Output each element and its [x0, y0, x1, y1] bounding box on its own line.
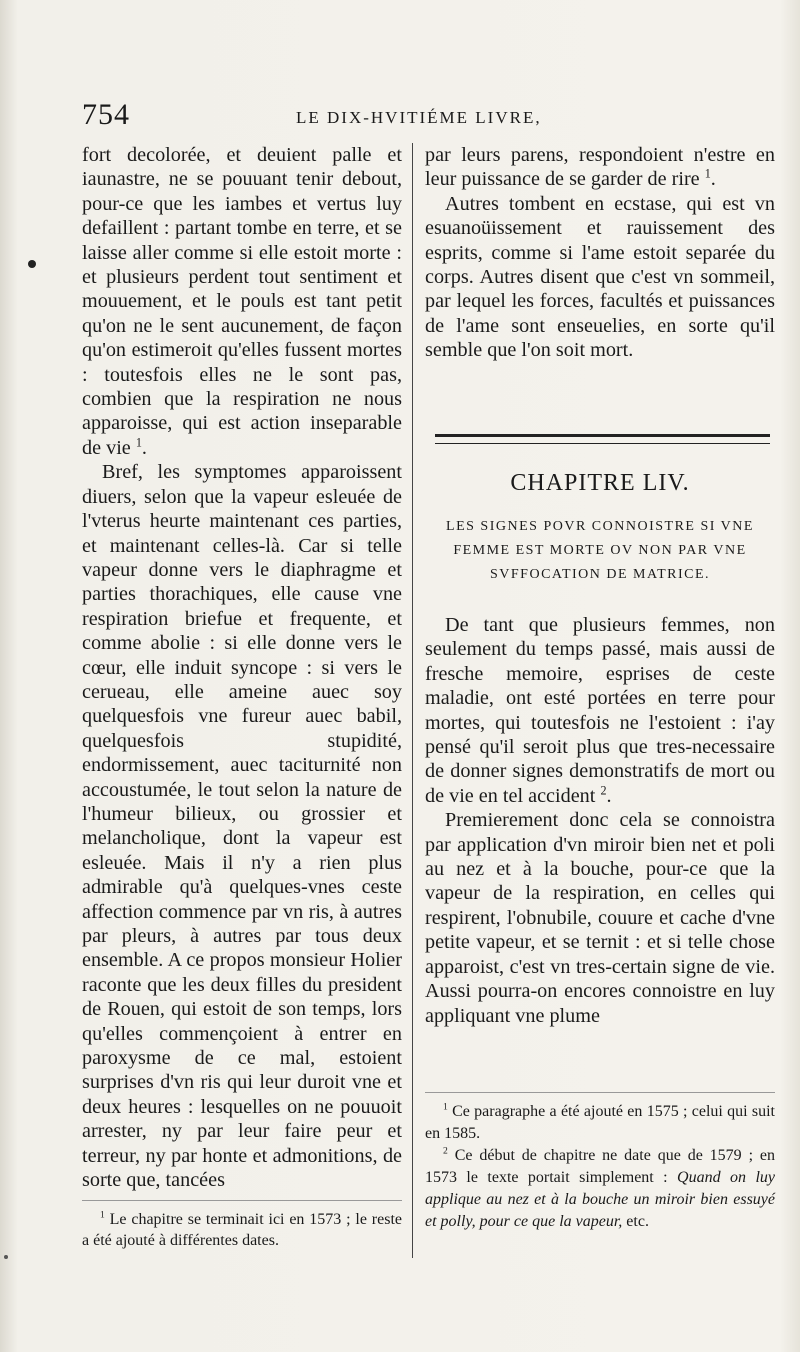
left-paragraph-1-text: fort decolorée, et deuient palle et iaunastre, ne se pouuant tenir debout, pour-ce que les iambes et vertus luy defaillent : partant tombe en terre, et se laisse aller comme si elle estoit morte : et plusieurs perdent tout sentiment et mouuement, et le pouls est tant petit qu'on ne le sent aucunement, de façon qu'on estimeroit qu'elles fussent mortes : toutesfois elles ne le sont pas, combien que la respiration ne nous apparoisse, qui est action inseparable de vie	[82, 144, 402, 459]
footnote-right-2-quote: Quand on luy applique au nez et à la bouche un miroir bien essuyé et polly, pour ce que la vapeur,	[425, 1169, 775, 1230]
footnote-right-2-end: etc.	[622, 1213, 649, 1230]
margin-mark-small	[4, 1255, 8, 1259]
footnote-right-2-text: Ce début de chapitre ne date que de 1579 ; en 1573 le texte portait simplement :	[425, 1147, 775, 1186]
left-column	[82, 143, 402, 1192]
right-paragraph-3: De tant que plusieurs femmes, non seulement du temps passé, mais aussi de fresche memoire, esprises de ceste maladie, ont esté portées en terre pour mortes, qui toutesfois ne l'estoient : i'ay pensé qu'il seroit plus que tres-necessaire de donner signes demonstratifs de mort ou de vie en tel accident $^2$.	[425, 614, 775, 807]
footnote-mark: 2	[443, 1145, 448, 1157]
margin-mark	[28, 260, 36, 268]
right-footnotes	[425, 1092, 775, 1233]
left-paragraph-1: fort decolorée, et deuient palle et iaunastre, ne se pouuant tenir debout, pour-ce que les iambes et vertus luy defaillent : partant tombe en terre, et se laisse aller comme si elle estoit morte : et plusieurs perdent tout sentiment et mouuement, et le pouls est tant petit qu'on ne le sent aucunement, de façon qu'on estimeroit qu'elles fussent mortes : toutesfois elles ne le sont pas, combien que la respiration ne nous apparoisse, qui est action inseparable de vie $^1$.	[82, 144, 402, 459]
column-divider	[412, 143, 413, 1258]
footnote-mark: 1	[100, 1209, 105, 1221]
footnote-right-2	[425, 1145, 775, 1233]
running-head: LE DIX-HVITIÉME LIVRE,	[296, 108, 542, 127]
footnote-right-1-text: Ce paragraphe a été ajouté en 1575 ; celui qui suit en 1585.	[425, 1103, 776, 1142]
footnote-ref: 1	[135, 435, 142, 450]
chapter-subtitle: LES SIGNES POVR CONNOISTRE SI VNE FEMME EST MORTE OV NON PAR VNE SVFFOCATION DE MATRICE.	[446, 519, 754, 582]
left-footnotes	[82, 1200, 402, 1251]
chapter-separator-rule	[435, 434, 770, 444]
footnote-ref: 1	[704, 166, 711, 181]
footnote-mark: 1	[443, 1101, 448, 1113]
right-paragraph-2: Autres tombent en ecstase, qui est vn esuanoüissement et rauissement des esprits, comme si l'ame estoit separée du corps. Autres disent que c'est vn sommeil, par lequel les forces, facultés et puissances de l'ame sont enseuelies, en sorte qu'il semble que l'on soit mort.	[425, 192, 775, 362]
right-paragraph-4: Premierement donc cela se connoistra par application d'vn miroir bien net et poli au nez et à la bouche, pour-ce que la vapeur de la respiration, en celles qui respirent, l'obnubile, couure et cache d'vne petite vapeur, et se ternit : et si telle chose apparoist, c'est vn tres-certain signe de vie. Aussi pourra-on encores connoistre en luy appliquant vne plume	[425, 809, 775, 1027]
page-header	[82, 100, 782, 136]
footnote-right-1	[425, 1101, 775, 1145]
page-number: 754	[82, 98, 130, 131]
left-paragraph-2: Bref, les symptomes apparoissent diuers, selon que la vapeur esleuée de l'vterus heurte maintenant ces parties, et maintenant celles-là. Car si telle vapeur donne vers le diaphragme et parties thorachiques, elle cause vne respiration briefue et frequente, et comme abolie : si elle donne vers le cœur, elle induit syncope : si vers le cerueau, elle ameine auec soy quelquesfois vne fureur auec babil, quelquesfois stupidité, endormissement, auec taciturnité non accoustumée, le tout selon la nature de l'humeur bilieux, ou grossier et melancholique, dont la vapeur est esleuée. Mais il n'y a rien plus admirable qu'à quelques-vnes ceste affection commence par vn ris, à autres par pleurs, à autres par tous deux ensemble. A ce propos monsieur Holier raconte que les deux filles du president de Rouen, qui estoit de son temps, lors qu'elles commençoient à entrer en paroxysme de ce mal, estoient surprises d'vn ris qui leur duroit vne et deux heures : lesquelles on ne pouuoit arrester, ny par leur faire peur et terreur, ny par honte et admonitions, de sorte que, tancées	[82, 461, 402, 1192]
right-column-chapter-body	[425, 613, 775, 1028]
chapter-title: CHAPITRE LIV.	[510, 470, 690, 496]
right-paragraph-3-text: De tant que plusieurs femmes, non seulement du temps passé, mais aussi de fresche memoire, esprises de ceste maladie, ont esté portées en terre pour mortes, qui toutesfois ne l'estoient : i'ay pensé qu'il seroit plus que tres-necessaire de donner signes demonstratifs de mort ou de vie en tel accident	[425, 614, 775, 807]
footnote-left-1	[82, 1209, 402, 1251]
footnote-ref: 2	[600, 783, 607, 798]
footnote-left-1-text: Le chapitre se terminait ici en 1573 ; le reste a été ajouté à différentes dates.	[82, 1211, 402, 1249]
right-paragraph-1-text: par leurs parens, respondoient n'estre en leur puissance de se garder de rire	[425, 144, 775, 191]
right-column-top	[425, 143, 775, 363]
right-paragraph-1: par leurs parens, respondoient n'estre en leur puissance de se garder de rire $^1$.	[425, 144, 775, 191]
